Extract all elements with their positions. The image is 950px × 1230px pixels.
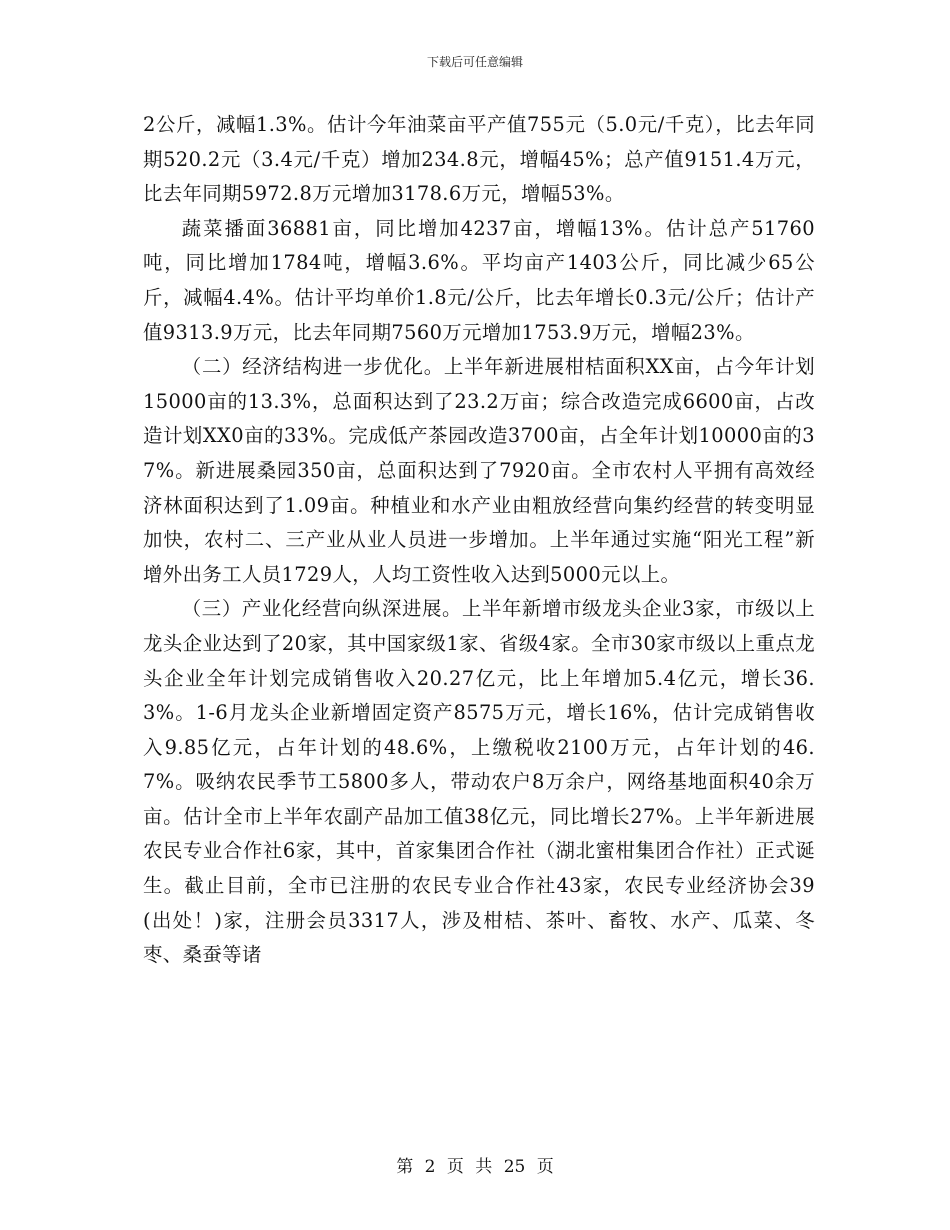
paragraph-economic-structure: （二）经济结构进一步优化。上半年新进展柑桔面积XX亩，占今年计划15000亩的13.3%，总面积达到了23.2万亩；综合改造完成6600亩，占改造计划XX0亩的33%。完成低产茶园改造3700亩，占全年计划10000亩的37%。新进展桑园350亩，总面积达到了7920亩。全市农村人平拥有高效经济林面积达到了1.09亩。种植业和水产业由粗放经营向集约经营的转变明显加快，农村二、三产业从业人员进一步增加。上半年通过实施“阳光工程”新增外出务工人员1729人，人均工资性收入达到5000元以上。 [143, 355, 815, 586]
document-body [143, 108, 815, 973]
paragraph-oilseed: 2公斤，减幅1.3%。估计今年油菜亩平产值755元（5.0元/千克），比去年同期520.2元（3.4元/千克）增加234.8元，增幅45%；总产值9151.4万元，比去年同期5972.8万元增加3178.6万元，增幅53%。 [143, 113, 815, 206]
page-header: 下载后可任意编辑 [426, 55, 523, 69]
page-number: 第 2 页 共 25 页 [396, 1157, 554, 1177]
paragraph-industrialization: （三）产业化经营向纵深进展。上半年新增市级龙头企业3家，市级以上龙头企业达到了20家，其中国家级1家、省级4家。全市30家市级以上重点龙头企业全年计划完成销售收入20.27亿元，比上年增加5.4亿元，增长36.3%。1-6月龙头企业新增固定资产8575万元，增长16%，估计完成销售收入9.85亿元，占年计划的48.6%，上缴税收2100万元，占年计划的46.7%。吸纳农民季节工5800多人，带动农户8万余户，网络基地面积40余万亩。估计全市上半年农副产品加工值38亿元，同比增长27%。上半年新进展农民专业合作社6家，其中，首家集团合作社（湖北蜜柑集团合作社）正式诞生。截止目前，全市已注册的农民专业合作社43家，农民专业经济协会39(出处！)家，注册会员3317人，涉及柑桔、茶叶、畜牧、水产、瓜菜、冬枣、桑蚕等诸 [143, 597, 815, 967]
paragraph-vegetables: 蔬菜播面36881亩，同比增加4237亩，增幅13%。估计总产51760吨，同比增加1784吨，增幅3.6%。平均亩产1403公斤，同比减少65公斤，减幅4.4%。估计平均单价1.8元/公斤，比去年增长0.3元/公斤；估计产值9313.9万元，比去年同期7560万元增加1753.9万元，增幅23%。 [143, 216, 815, 344]
